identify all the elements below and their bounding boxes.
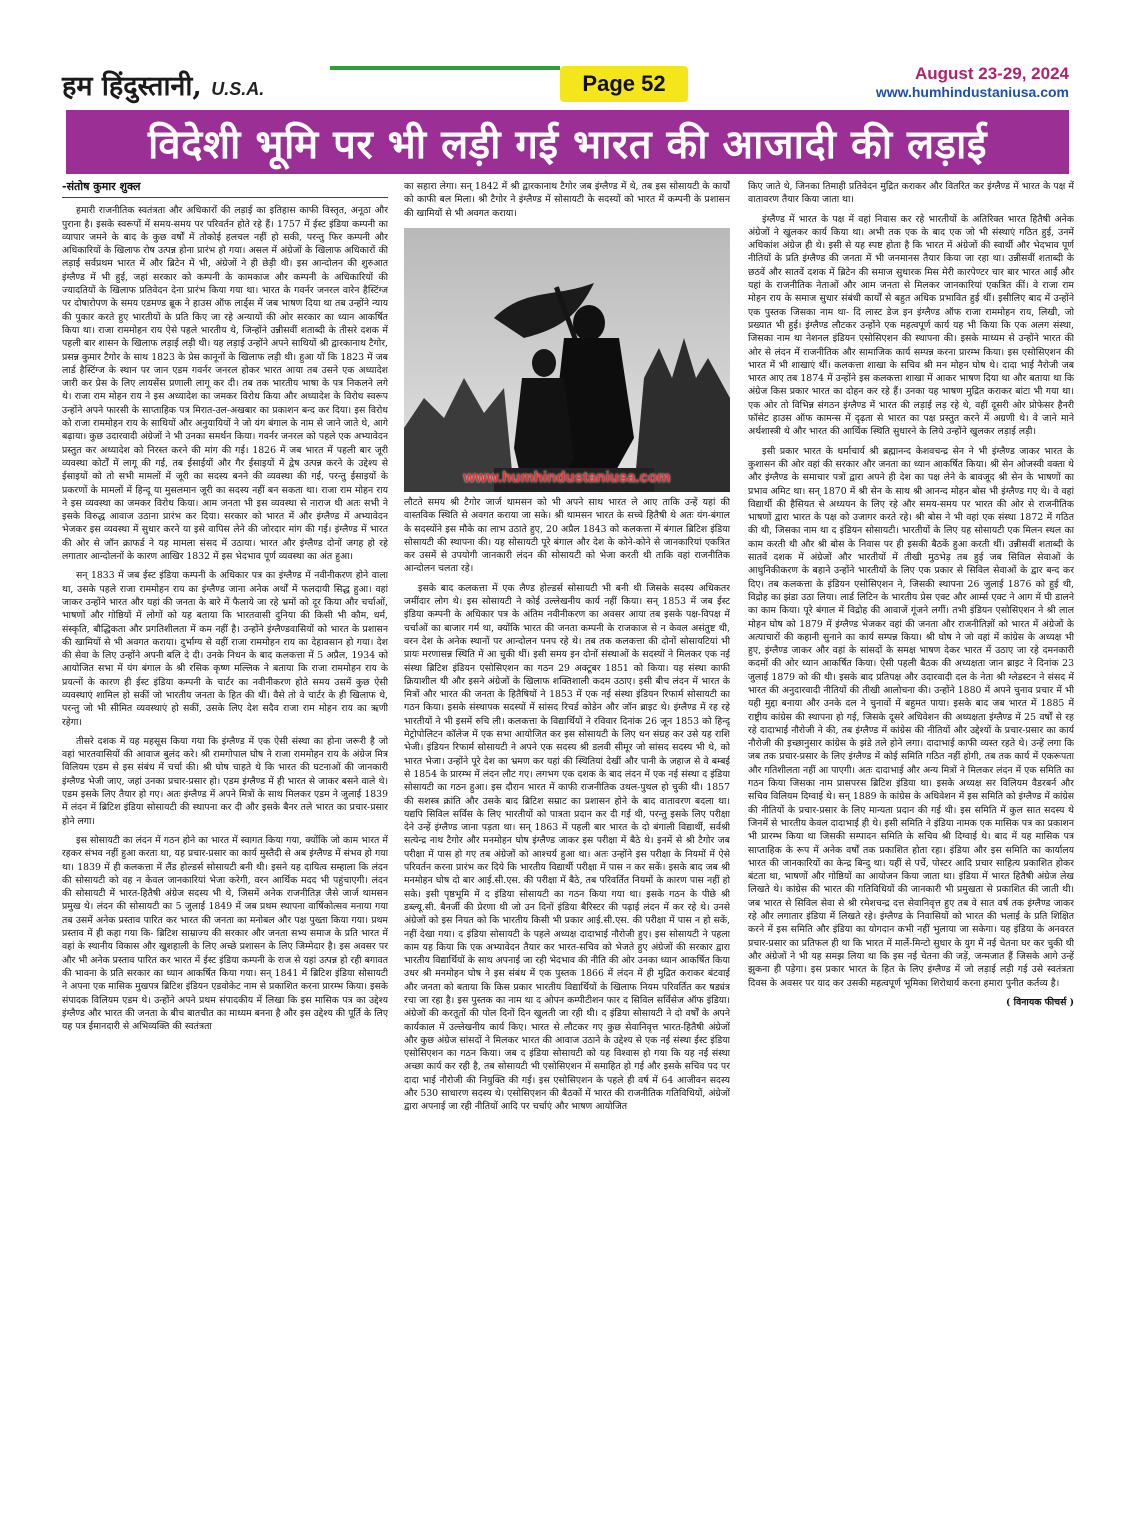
masthead-stripe bbox=[330, 66, 560, 70]
masthead bbox=[0, 0, 1135, 110]
headline: विदेशी भूमि पर भी लड़ी गई भारत की आजादी की लड़ाई bbox=[148, 121, 987, 168]
website-link[interactable]: www.humhindustaniusa.com bbox=[875, 84, 1069, 100]
paragraph: किए जाते थे, जिनका तिमाही प्रतिवेदन मुद्रित कराकर और वितरित कर इंग्लैण्ड में भारत के पक्ष में वातावरण तैयार किया जाता था। bbox=[748, 181, 1074, 206]
photo-watermark: www.humhindustaniusa.com bbox=[463, 469, 671, 486]
paragraph: इसके बाद कलकत्ता में एक लैण्ड होल्डर्स सोसायटी भी बनी थी जिसके सदस्य अधिकतर जमींदार लोग थे। इस सोसायटी ने कोई उल्लेखनीय कार्य नहीं किया। सन् 1853 में जब ईस्ट इंडिया कम्पनी के अधिकार पत्र के अंतिम नवीनीकरण का अवसर आया तब इसके पक्ष-विपक्ष में चर्चाओं का बाजार गर्म था, क्योंकि भारत की जनता कम्पनी के राजकाज से न केवल असंतुष्ट थी, वरन देश के अनेक स्थानों पर आन्दोलन पनप रहे थे। तब तक कलकत्ता की दोनों सोसायटियां भी प्रायः मरणासन्न स्थिति में आ चुकी थीं। इसी समय इन दोनों संस्थाओं के सदस्यों ने मिलकर एक नई संस्था ब्रिटिश इंडियन एसोसिएशन का गठन 29 अक्टूबर 1851 को किया। यह संस्था काफी क्रियाशील थी और इसने अंग्रेजों के खिलाफ शक्तिशाली कदम उठाए। इसी बीच लंदन में भारत के मित्रों और भारत की जनता के हितैषियों ने 1853 में एक नई संस्था इंडियन रिफार्म सोसायटी का गठन किया। इसके संस्थापक सदस्यों में सांसद रिचर्ड कोडेन और जॉन ब्राइट थे। इंग्लैण्ड में रह रहे भारतीयों ने भी इसमें रुचि ली। कलकत्ता के विद्यार्थियों ने रविवार दिनांक 26 जून 1853 को हिन्दू मेट्रोपोलिटन कॉलेज में एक सभा आयोजित कर इस सोसायटी के लिए धन संग्रह कर उसे यह राशि भेजी। इंडियन रिफार्म सोसायटी ने अपने एक सदस्य श्री डलवी सीमूर जो सांसद सदस्य भी थे, को भारत भेजा। उन्होंने पूरे देश का भ्रमण कर यहां की स्थितियां देखीं और पानी के जहाज से वे बम्बई से 1854 के प्रारम्भ में लंदन लौट गए। लगभग एक दशक के बाद लंदन में एक नई संस्था द इंडिया सोसायटी का गठन हुआ। इस दौरान भारत में काफी राजनीतिक उथल-पुथल हो चुकी थी। 1857 की सशस्त्र क्रांति और उसके बाद ब्रिटिश सम्राट का प्रशासन होने के बाद वातावरण बदला था। यद्यपि सिविल सर्विस के लिए भारतीयों को पात्रता प्रदान कर दी गई थी, परन्तु इसके लिए परीक्षा देने उन्हें इंग्लैण्ड जाना पड़ता था। सन् 1863 में पहली बार भारत के दो बंगाली विद्यार्थी, सर्वश्री सत्येन्द्र नाथ टैगोर और मनमोहन घोष इंग्लैण्ड जाकर इस परीक्षा में बैठे थे। इनमें से श्री टैगोर जब परीक्षा में पास हो गए तब अंग्रेजों को आश्चर्य हुआ था। अतः उन्होंने इस परीक्षा के नियमों में ऐसे परिवर्तन करना प्रारंभ कर दिये कि भारतीय विद्यार्थी परीक्षा में पास न कर सकें। इसके बाद जब श्री मनमोहन घोष दो बार आई.सी.एस. की परीक्षा में बैठे, तब परिवर्तित नियमों के कारण पास नहीं हो सके। इसी पृष्ठभूमि में द इंडिया सोसायटी का गठन किया गया था। इसके गठन के पीछे श्री डब्ल्यू.सी. बैनर्जी की प्रेरणा थी जो उन दिनों इंडिया बैरिस्टर की पढ़ाई लंदन में कर रहे थे। उनसे अंग्रेजों को इस नियत को कि भारतीय किसी भी प्रकार आई.सी.एस. की परीक्षा में पास न हो सकें, नहीं देखा गया। द इंडिया सोसायटी के पहले अध्यक्ष दादाभाई नौरोजी हुए। इस सोसायटी ने पहला काम यह किया कि एक अभ्यावेदन तैयार कर भारत-सचिव को भेजते हुए अंग्रेजों की सरकार द्वारा भारतीय विद्यार्थियों के साथ अपनाई जा रही भेदभाव की नीति की ओर उनका ध्यान आकर्षित किया उधर श्री मनमोहन घोष ने इस संबंध में एक पुस्तक 1866 में लंदन में ही मुद्रित कराकर बंटवाई और जनता को बताया कि किस प्रकार भारतीय विद्यार्थियों के खिलाफ नियम परिवर्तित कर षड्यंत्र रचा जा रहा है। इस पुस्तक का नाम था द ओपन कम्पीटीशन फार द सिविल सर्विसेज ऑफ इंडिया। अंग्रेजों की करतूतों की पोल दिनों दिन खुलती जा रही थी। द इंडिया सोसायटी ने दो वर्षों के अपने कार्यकाल में उल्लेखनीय कार्य किए। भारत से लौटकर गए कुछ सेवानिवृत्त भारत-हितैषी अंग्रेजों और कुछ अंग्रेज सांसदों ने मिलकर भारत की आवाज उठाने के उद्देश्य से एक नई संस्था ईस्ट इंडिया एसोसिएशन का गठन किया। जब द इंडिया सोसायटी को यह विश्वास हो गया कि यह नई संस्था अच्छा कार्य कर रही है, तब सोसायटी भी एसोसिएशन में समाहित हो गई और इसके सचिव पद पर दादा भाई नौरोजी की नियुक्ति की गई। इस एसोसिएशन के पहले ही वर्ष में 64 आजीवन सदस्य और 530 साधारण सदस्य थे। एसोसिएशन की बैठकों में भारत की राजनीतिक गतिविधियों, अंग्रेजों द्वारा अपनाई जा रही नीतियों आदि पर चर्चाएं और भाषण आयोजित bbox=[404, 582, 730, 1113]
paragraph: लौटते समय श्री टैगोर जार्ज थामसन को भी अपने साथ भारत ले आए ताकि उन्हें यहां की वास्तविक स्थिति से अवगत कराया जा सके। श्री थामसन भारत के सच्चे हितैषी थे अतः यंग-बंगाल के सदस्योंने इस मौके का लाभ उठाते हुए, 20 अप्रैल 1843 को कलकत्ता में बंगाल ब्रिटिश इंडिया सोसायटी की स्थापना की। यह सोसायटी पूरे बंगाल और देश के कोने-कोने से जानकारियां एकत्रित कर उसमें से उपयोगी जानकारी लंदन की सोसायटी को भेजा करती थी ताकि वहां राजनीतिक आन्दोलन चलता रहे। bbox=[404, 497, 730, 575]
issue-date: August 23-29, 2024 bbox=[914, 64, 1069, 83]
paragraph: का सहारा लेगा। सन् 1842 में श्री द्वारकानाथ टैगोर जब इंग्लैण्ड में थे, तब इस सोसायटी के कार्यों को काफी बल मिला। श्री टैगोर ने इंग्लैण्ड में सोसायटी के सदस्यों को भारत में कम्पनी के प्रशासन की खामियों से भी अवगत कराया। bbox=[404, 181, 730, 219]
paragraph: सन् 1833 में जब ईस्ट इंडिया कम्पनी के अधिकार पत्र का इंग्लैण्ड में नवीनीकरण होने वाला था, उसके पहले राजा राममोहन राय का इंग्लैण्ड जाना अनेक अर्थों में फलदायी सिद्ध हुआ। वहां जाकर उन्होंने भारत और यहां की जनता के बारे में फैलाये जा रहे भ्रमों को दूर किया और चर्चाओं, भाषणों और गोष्ठियों में लोगों को यह बताया कि भारतवासी दुनिया की किसी भी कौम, धर्म, संस्कृति, बौद्धिकता और प्रगतिशीलता में कम नहीं है। उन्होंने इंग्लैण्डवासियों को भारत के प्रशासन की खामियों से भी अवगत कराया। दुर्भाग्य से वहीं राजा राममोहन राय का देहावसान हो गया। देश की सेवा के लिए उन्होंने अपनी बलि दे दी। उनके निधन के बाद कलकत्ता में 5 अप्रैल, 1934 को आयोजित सभा में यंग बंगाल के श्री रसिक कृष्ण मल्लिक ने बताया कि राजा राममोहन राय के प्रयत्नों के कारण ही ईस्ट इंडिया कम्पनी के चार्टर का नवीनीकरण होते समय उसमें कुछ ऐसी व्यवस्थाएं शामिल हो सकीं जो भारतीय जनता के हित की थीं। वैसे तो वे चार्टर के ही खिलाफ थे, परन्तु जो भी सीमित व्यवस्थाएं हो सकीं, उसके लिए देश सदैव राजा राम मोहन राय का ऋणी रहेगा। bbox=[62, 570, 388, 728]
paragraph: इस सोसायटी का लंदन में गठन होने का भारत में स्वागत किया गया, क्योंकि जो काम भारत में रहकर संभव नहीं हुआ करता था, यह प्रचार-प्रसार का कार्य मुस्तैदी से अब इंग्लैण्ड में संभव हो गया था। 1839 में ही कलकत्ता में लैंड होल्डर्स सोसायटी बनी थी। इसने यह दायित्व सम्हाला कि लंदन की सोसायटी को वह न केवल जानकारियां भेजा करेगी, वरन आर्थिक मदद भी पहुंचाएगी। लंदन की सोसायटी में भारत-हितैषी अंग्रेज सदस्य भी थे, जिसमें अनेक राजनीतिज्ञ जैसे जार्ज थामसन प्रमुख थे। लंदन की सोसायटी का 5 जुलाई 1849 में जब प्रथम स्थापना वार्षिकोत्सव मनाया गया तब उसमें अनेक प्रस्ताव पारित कर भारत की जनता का मनोबल और पक्ष पुख्ता किया गया। प्रथम प्रस्ताव में ही कहा गया कि- ब्रिटिश साम्राज्य की सरकार और जनता सभ्य समाज के प्रति भारत में वहां के स्थानीय विकास और खुशहाली के लिए अच्छे प्रशासन के लिए जिम्मेदार है। इस अवसर पर और भी अनेक प्रस्ताव पारित कर भारत में ईस्ट इंडिया कम्पनी के राज से यहां उत्पन्न हो रही बगावत की भावना के प्रति सरकार का ध्यान आकर्षित किया गया। सन् 1841 में ब्रिटिश इंडिया सोसायटी ने अपना एक मासिक मुखपत्र ब्रिटिश इंडियन एडवोकेट नाम से प्रकाशित करना प्रारम्भ किया। इसके संपादक विलियम एडम थे। उन्होंने अपने प्रथम संपादकीय में लिखा कि इस मासिक पत्र का उद्देश्य इंग्लैण्ड और भारत की जनता के बीच बातचीत का माध्यम बनना है और इस उद्देश्य की पूर्ति के लिए यह पत्र ईमानदारी से अभिव्यक्ति की स्वतंत्रता bbox=[62, 834, 388, 1033]
statue-photo bbox=[404, 228, 730, 492]
article-body bbox=[62, 180, 1075, 1480]
paragraph: इसी प्रकार भारत के धर्माचार्य श्री ब्रह्मानन्द केशवचन्द्र सेन ने भी इंग्लैण्ड जाकर भारत के कुशासन की ओर वहां की सरकार और जनता का ध्यान आकर्षित किया। श्री सेन ओजस्वी वक्ता थे और इंग्लैण्ड के समाचार पत्रों द्वारा अपने ही देश का पक्ष लेने के बावजूद श्री सेन के भाषणों का प्रभाव अमिट था। सन् 1870 में श्री सेन के साथ श्री आनन्द मोहन बोस भी इंग्लैण्ड गए थे। वे वहां विद्यार्थी की हैसियत से अध्ययन के लिए रहे और समय-समय पर भारत की ओर से राजनीतिक भाषणों द्वारा भारत के पक्ष को उजागर करते रहे। श्री बोस ने भी वहां एक संस्था 1872 में गठित की थी, जिसका नाम था द इंडियन सोसायटी। भारतीयों के लिए यह सोसायटी एक मिलन स्थल का काम करती थी और श्री बोस के निवास पर ही इसकी बैठकें हुआ करती थीं। उन्नीसवीं शताब्दी के सातवें दशक में अंग्रेजों और भारतीयों में तीखी मुठभेड़ तब हुई जब सिविल सेवाओं के आधुनिकीकरण के बहाने उन्होंने भारतीयों के लिए एक प्रकार से सिविल सेवाओं के द्वार बन्द कर दिए। तब कलकत्ता के इंडियन एसोसिएशन ने, जिसकी स्थापना 26 जुलाई 1876 को हुई थी, विद्रोह का झंडा उठा लिया। लार्ड लिटिन के भारतीय प्रेस एक्ट और आर्म्स एक्ट ने आग में घी डालने का काम किया। पूरे बंगाल में विद्रोह की आवाजें गूंजने लगीं। तभी इंडियन एसोसिएशन ने श्री लाल मोहन घोष को 1879 में इंग्लैण्ड भेजकर वहां की जनता और राजनीतिज्ञों को भारत में अंग्रेजों के अत्याचारों की कहानी सुनाने का कार्य सम्पन्न किया। श्री घोष ने जो वहां में कांग्रेस के अध्यक्ष भी हुए, इंग्लैण्ड जाकर और वहां के सांसदों के समक्ष भाषण देकर भारत में उठाए जा रहे दमनकारी कदमों की ओर ध्यान आकर्षित किया। ऐसी पहली बैठक की अध्यक्षता जान ब्राइट ने दिनांक 23 जुलाई 1879 को की थी। इसके बाद प्रतिपक्ष और उदारवादी दल के नेता श्री ग्लेडस्टन ने संसद में भारत की अनुदारवादी नीतियों की तीखी आलोचना की। उन्होंने 1880 में अपने चुनाव प्रचार में भी यही मुद्दा बनाया और उनके दल ने चुनावों में बहुमत पाया। इसके बाद जब भारत में 1885 में राष्ट्रीय कांग्रेस की स्थापना हो गई, जिसके दूसरे अधिवेशन की अध्यक्षता इंग्लैण्ड में 25 वर्षों से रह रहे दादाभाई नौरोजी ने की, तब इंग्लैण्ड में कांग्रेस की नीतियों और उद्देश्यों के प्रचार-प्रसार का कार्य नौरोजी की इच्छानुसार कांग्रेस के झंडे तले होने लगा। दादाभाई काफी व्यस्त रहते थे। उन्हें लगा कि जब तक प्रचार-प्रसार के लिए इंग्लैण्ड में कोई समिति गठित नहीं होगी, तब तक कार्य में एकरूपता और गतिशीलता नहीं आ पाएगी। अतः दादाभाई और अन्य मित्रों ने मिलकर लंदन में एक समिति का गठन किया जिसका नाम प्रासपरस ब्रिटिश इंडिया था। इसके अध्यक्ष सर विलियम वैडरबर्न और सचिव विलियम दिग्वाई थे। सन् 1889 के कांग्रेस के अधिवेशन में इस समिति को इंग्लैण्ड में कांग्रेस की नीतियों के प्रचार-प्रसार के लिए मान्यता प्रदान की गई थी। इस समिति में कुल सात सदस्य थे जिनमें से भारतीय केवल दादाभाई ही थे। इसी समिति ने इंडिया नामक एक मासिक पत्र का प्रकाशन भी प्रारम्भ किया था जिसकी सम्पादन समिति के सचिव श्री दिग्वाई थे। बाद में यह मासिक पत्र साप्ताहिक के रूप में अनेक वर्षों तक प्रकाशित होता रहा। इंडिया और इस समिति का कार्यालय भारत की जानकारियों का केन्द्र बिन्दु था। यहीं से पर्चे, पोस्टर आदि प्रचार साहित्य प्रकाशित होकर बंटता था, भाषणों और गोष्ठियों का आयोजन किया जाता था। इंडिया में भारत हितैषी अंग्रेज लेख लिखते थे। कांग्रेस की भारत की गतिविधियों की जानकारी भी प्रमुखता से प्रकाशित की जाती थी। जब भारत से सिविल सेवा से श्री रमेशचन्द्र दत्त सेवानिवृत्त हुए तब वे सात वर्ष तक इंग्लैण्ड जाकर रहे और लगातार इंडिया में लिखते रहे। इंग्लैण्ड के निवासियों को भारत की भलाई के प्रति शिक्षित करने में इस समिति और इंडिया का योगदान कभी नहीं भुलाया जा सकेगा। यह इंडिया के अनवरत प्रचार-प्रसार का प्रतिफल ही था कि भारत में मार्ले-मिन्टो सुधार के युग में नई चेतना घर कर चुकी थी और अंग्रेजों ने भी यह समझ लिया था कि इस नई चेतना की जड़ें, जन्मजात हैं जिसके आगे उन्हें झुकना ही पड़ेगा। इस प्रकार भारत के हित के लिए इंग्लैण्ड में जो लड़ाई लड़ी गई उसे स्वतंत्रता दिवस के अवसर पर याद कर उसकी महत्वपूर्ण भूमिका शिरोधार्य करना हमारा पुनीत कर्तव्य है। bbox=[748, 445, 1074, 989]
newspaper-name bbox=[62, 66, 264, 103]
column-1 bbox=[62, 180, 388, 1480]
newspaper-name-usa: U.S.A. bbox=[211, 79, 265, 99]
paragraph: तीसरे दशक में यह महसूस किया गया कि इंग्लैण्ड में एक ऐसी संस्था का होना जरूरी है जो वहां भारतवासियों की आवाज बुलंद करे। श्री रामगोपाल घोष ने राजा राममोहन राय के अंग्रेज मित्र विलियम एडम से इस संबंध में चर्चा की। श्री घोष चाहते थे कि भारत की घटनाओं की जानकारी इंग्लैण्ड भेजी जाए, जहां उनका प्रचार-प्रसार हो। एडम इंग्लैण्ड में ही भारत से जाकर बसने वाले थे। एडम इसके लिए तैयार हो गए। अतः इंग्लैण्ड में अपने मित्रों के साथ मिलकर एडम ने जुलाई 1839 में लंदन में ब्रिटिश इंडिया सोसायटी की स्थापना कर दी और इसके बैनर तले भारत का प्रचार-प्रसार होने लगा। bbox=[62, 735, 388, 827]
byline: -संतोष कुमार शुक्ल bbox=[62, 180, 388, 198]
paragraph: हमारी राजनीतिक स्वतंत्रता और अधिकारों की लड़ाई का इतिहास काफी विस्तृत, अनूठा और पुराना है। इसके स्वरूपों में समय-समय पर परिवर्तन होते रहे हैं। 1757 में ईस्ट इंडिया कम्पनी का व्यापार जमने के बाद के कुछ वर्षों में तोकोई हलचल नहीं हो सकी, परन्तु फिर कम्पनी और अधिकारियों के खिलाफ रोष उत्पन्न होना प्रारंभ हो गया। असल में अंग्रेजों के खिलाफ अधिकारों की लड़ाई सर्वप्रथम भारत में और ब्रिटेन में भी, अंग्रेजों ने ही छेड़ी थी। इस आन्दोलन की शुरुआत इंग्लैण्ड में भी हुई, जहां सरकार को कम्पनी के कामकाज और कम्पनी के अधिकारियों की ज्यादतियों के खिलाफ प्रतिवेदन देना प्रारंभ किया गया था। भारत के गवर्नर जनरल वारेन हैस्टिंग्ज पर दोषारोपण के समय एडमण्ड ब्रूक ने हाउस ऑफ लार्ड्स में जब भाषण दिया था तब उन्होंने न्याय की पुकार करते हुए भारतीयों के प्रति किए जा रहे अन्यायों की ओर सरकार का ध्यान आकर्षित किया था। राजा राममोहन राय ऐसे पहले भारतीय थे, जिन्होंने उन्नीसवीं शताब्दी के तीसरे दशक में पहली बार शासन के खिलाफ लड़ाई लड़ी थी। यह लड़ाई उन्होंने अपने साथियों श्री द्वारकानाथ टैगोर, प्रसन्न कुमार टैगोर के साथ 1823 के प्रेस कानूनों के खिलाफ लड़ी थी। हुआ यों कि 1823 में जब लार्ड हैस्टिंग्ज के स्थान पर जान एडम गवर्नर जनरल होकर भारत आया तब उसने एक अध्यादेश जारी कर प्रेस के लिए लायसेंस प्रणाली लागू कर दी। तब तक भारतीय भाषा के पत्र निकलने लगे थे। राजा राम मोहन राय ने इस अध्यादेश का जमकर विरोध किया और अध्यादेश के विरोध स्वरूप उन्होंने अपने फारसी के साप्ताहिक पत्र मिरात-उल-अखबार का प्रकाशन बन्द कर दिया। इस विरोध को राजा राममोहन राय के साथियों और अनुयायियों ने जो यंग बंगाल के नाम से जाने जाते थे, आगे बढ़ाया। कुछ उदारवादी अंग्रेजों ने भी उनका समर्थन किया। गवर्नर जनरल को पहले एक अभ्यावेदन प्रस्तुत कर अध्यादेश को निरस्त करने की मांग की गई। 1826 में जब भारत में पहली बार जूरी व्यवस्था कोर्टों में लागू की गई, तब ईसाईयों और गैर ईसाइयों में द्वेष उत्पन्न करने के उद्देश्य से ईसाइयों को तो सभी मामलों में जूरी का सदस्य बनने की व्यवस्था की गई, परन्तु ईसाइयों के प्रकरणों के मामलों में हिन्दू या मुसलमान जूरी का सदस्य नहीं बन सकता था। राजा राम मोहन राय ने इस व्यवस्था का जमकर विरोध किया। आम जनता भी इस व्यवस्था से नाराज थी अतः सभी ने इसके विरुद्ध आवाज उठाना प्रारंभ कर दिया। सरकार को भारत में और इंग्लैण्ड में अभ्यावेदन भेजकर इस व्यवस्था में सुधार करने या इसे वापिस लेने की जोरदार मांग की गई। इंग्लैण्ड में भारत की ओर से जॉन क्राफर्ड ने यह मामला संसद में उठाया। भारत और इंग्लैण्ड दोनों जगह हो रहे लगातार आन्दोलनों के कारण आखिर 1832 में इस भेदभाव पूर्ण व्यवस्था का अंत हुआ। bbox=[62, 205, 388, 563]
paragraph: इंग्लैण्ड में भारत के पक्ष में वहां निवास कर रहे भारतीयों के अतिरिक्त भारत हितैषी अनेक अंग्रेजों ने खुलकर कार्य किया था। अभी तक एक के बाद एक जो भी संस्थाएं गठित हुई, उनमें अधिकांश अंग्रेज ही थे। इसी से यह स्पष्ट होता है कि भारत में अंग्रेजों की स्वार्थी और भेदभाव पूर्ण नीतियों के प्रति इंग्लैण्ड की जनता में भी जनमानस तैयार किया जा रहा था। उन्नीसवीं शताब्दी के छठवें और सातवें दशक में ब्रिटेन की समाज सुधारक मिस मेरी कारपेण्टर चार बार भारत आईं और यहां के राजनीतिक नेताओं और आम जनता से मिलकर जानकारियां एकत्रित कीं। वे राजा राम मोहन राय के समाज सुधार संबंधी कार्यों से बहुत अधिक प्रभावित हुई थीं। इसीलिए बाद में उन्होंने एक पुस्तक जिसका नाम था- दि लास्ट डेज इन इंग्लैण्ड ऑफ राजा राममोहन राय, लिखी, जो प्रख्यात भी हुई। इंग्लैण्ड लौटकर उन्होंने एक महत्वपूर्ण कार्य यह भी किया कि एक अलग संस्था, जिसका नाम था नेशनल इंडियन एसोसिएशन की स्थापना की। इसके माध्यम से उन्होंने भारत की ओर से लंदन में राजनीतिक और सामाजिक कार्य सम्पन्न करना प्रारम्भ किया। इस एसोसिएशन की भारत में भी शाखाएं थीं। कलकत्ता शाखा के सचिव श्री मन मोहन घोष थे। दादा भाई नैरोजी जब भारत आए तब 1874 में उन्होंने इस कलकत्ता शाखा में आकर भाषण दिया था और बताया था कि अंग्रेज किस प्रकार भारत का दोहन कर रहे हैं। उनका यह भाषण मुद्रित कराकर बांटा भी गया था। एक ओर तो विभिन्न संगठन इंग्लैण्ड में भारत की लड़ाई लड़ रहे थे, वहीं दूसरी ओर प्रोफेसर हैनरी फॉसेट हाउस ऑफ कामन्स में दृढ़ता से भारत का पक्ष प्रस्तुत करने में अग्रणी थे। वे जाने माने अर्थशास्त्री थे और भारत की आर्थिक स्थिति सुधारने के लिये उन्होंने खुलकर लड़ाई लड़ी। bbox=[748, 213, 1074, 438]
statue-illustration bbox=[404, 228, 730, 492]
article-credit: ( विनायक फीचर्स ) bbox=[1006, 996, 1074, 1008]
newspaper-name-text: हम हिंदुस्तानी, bbox=[62, 71, 202, 102]
page-number: Page 52 bbox=[560, 66, 688, 102]
headline-banner bbox=[66, 110, 1069, 174]
column-3 bbox=[748, 180, 1074, 1480]
